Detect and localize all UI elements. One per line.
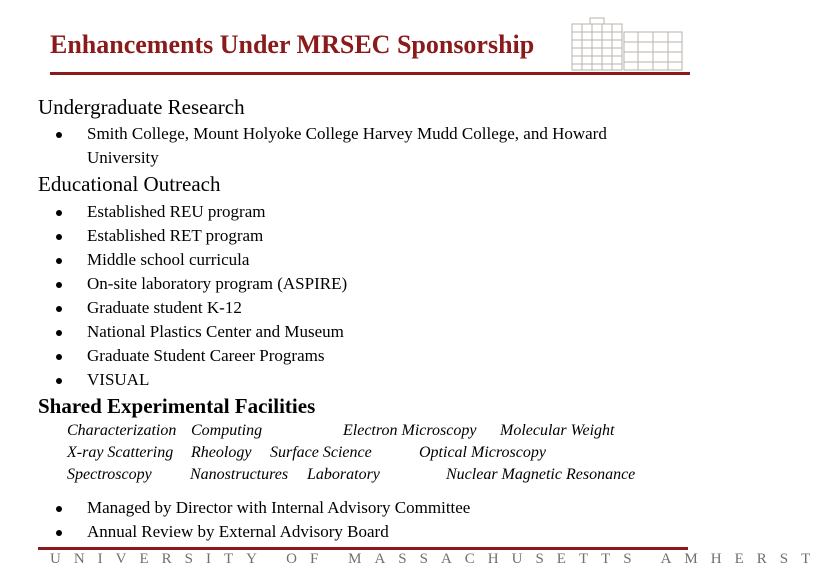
list-item: Middle school curricula xyxy=(0,248,347,272)
bullet-dot-icon xyxy=(56,132,62,138)
list-item: Established REU program xyxy=(0,200,347,224)
facility-label: X-ray Scattering xyxy=(67,444,174,461)
bullet-dot-icon xyxy=(56,506,62,512)
list-item: VISUAL xyxy=(0,368,347,392)
list-item: National Plastics Center and Museum xyxy=(0,320,347,344)
footer-divider xyxy=(38,547,688,550)
facility-label: Nanostructures xyxy=(190,466,289,483)
list-item: Graduate student K-12 xyxy=(0,296,347,320)
bullet-dot-icon xyxy=(56,330,62,336)
bullet-dot-icon xyxy=(56,234,62,240)
page-title: Enhancements Under MRSEC Sponsorship xyxy=(50,30,535,59)
bullet-dot-icon xyxy=(56,378,62,384)
section-heading-outreach: Educational Outreach xyxy=(38,172,221,196)
section-heading-undergrad: Undergraduate Research xyxy=(38,95,245,119)
list-item: Established RET program xyxy=(0,224,347,248)
list-item: Graduate Student Career Programs xyxy=(0,344,347,368)
outreach-list xyxy=(0,200,347,392)
list-item: Smith College, Mount Holyoke College Harvey Mudd College, and Howard University xyxy=(0,122,607,170)
bullet-dot-icon xyxy=(56,282,62,288)
building-icon xyxy=(568,18,686,72)
title-divider xyxy=(50,72,690,75)
facility-label: Characterization xyxy=(67,422,177,439)
bullet-dot-icon xyxy=(56,530,62,536)
facility-label: Spectroscopy xyxy=(67,466,152,483)
bullet-dot-icon xyxy=(56,306,62,312)
list-item: Managed by Director with Internal Advisory Committee xyxy=(0,496,470,520)
list-item: On-site laboratory program (ASPIRE) xyxy=(0,272,347,296)
undergrad-list xyxy=(0,122,607,170)
facility-label: Optical Microscopy xyxy=(419,444,546,461)
facility-label: Molecular Weight xyxy=(500,422,615,439)
bullet-dot-icon xyxy=(56,354,62,360)
facility-label: Surface Science xyxy=(270,444,372,461)
facility-label: Rheology xyxy=(191,444,252,461)
bullet-dot-icon xyxy=(56,210,62,216)
facility-label: Laboratory xyxy=(307,466,380,483)
bullet-dot-icon xyxy=(56,258,62,264)
section-heading-facilities: Shared Experimental Facilities xyxy=(38,394,316,418)
facility-label: Computing xyxy=(191,422,263,439)
facilities-list xyxy=(0,496,470,544)
footer-university: UNIVERSITY OF MASSACHUSETTS AMHERST xyxy=(50,551,823,567)
facility-label: Nuclear Magnetic Resonance xyxy=(446,466,636,483)
list-item: Annual Review by External Advisory Board xyxy=(0,520,470,544)
facility-label: Electron Microscopy xyxy=(343,422,477,439)
